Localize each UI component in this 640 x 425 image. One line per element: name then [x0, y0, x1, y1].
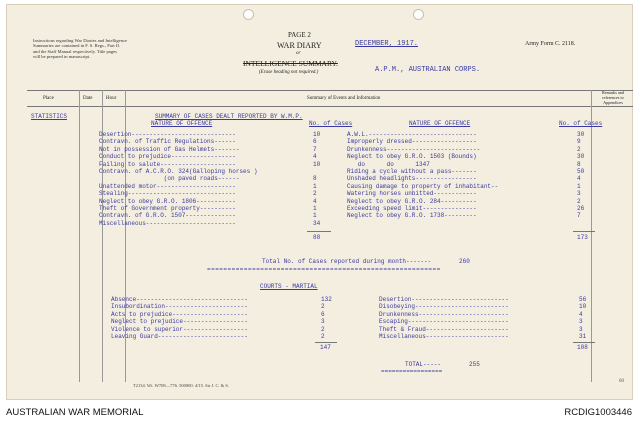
offence-count: 7	[577, 212, 581, 220]
offence-count: 1	[313, 182, 317, 190]
right-no-header: No. of Cases	[559, 120, 603, 127]
cm-right-total-rule	[573, 342, 595, 343]
right-total: 173	[577, 234, 588, 241]
instruction-line: Summaries are contained in F. S. Regs., Part II.	[33, 43, 121, 49]
offence-label: Neglect to obey G.R.O. 1738---------	[347, 212, 477, 220]
offence-row	[347, 183, 597, 190]
offence-label: Absence-------------------------------	[111, 296, 248, 303]
courts-heading: COURTS - MARTIAL	[260, 283, 318, 290]
offence-label: Escaping----------------------------	[379, 318, 509, 326]
offence-row	[99, 153, 339, 160]
erase-note: (Erase heading not required.)	[259, 70, 319, 75]
offence-row	[99, 168, 339, 175]
left-total: 88	[313, 234, 321, 241]
col-remarks-line: Appendices	[603, 100, 623, 105]
col-place: Place	[43, 96, 54, 101]
offence-row	[379, 333, 597, 340]
offence-row	[99, 146, 339, 153]
offence-count: 6	[321, 310, 325, 318]
diary-title: WAR DIARY	[277, 41, 322, 50]
offence-row	[347, 212, 597, 219]
offence-label: Acts to prejudice---------------------	[111, 310, 248, 318]
offence-count: 4	[577, 175, 581, 183]
offence-label: Theft & Fraud-----------------------	[379, 325, 509, 333]
double-rule: =========================================================	[207, 266, 441, 273]
offence-label: Insubordination-----------------------	[111, 303, 248, 311]
offence-label: Stealing------------------------------	[99, 190, 236, 198]
table-header-rule	[27, 106, 633, 107]
offence-row	[347, 198, 597, 205]
offence-count: 2	[321, 325, 325, 333]
offence-count: 10	[313, 160, 321, 168]
grand-total-label: Total No. of Cases reported during month-------	[262, 258, 432, 265]
footer-right: RCDIG1003446	[564, 407, 632, 418]
offence-row	[379, 311, 597, 318]
offence-row	[99, 175, 339, 182]
instructions-block	[33, 38, 127, 60]
summary-heading: SUMMARY OF CASES DEALT REPORTED BY W.M.P.	[155, 113, 303, 120]
col-summary: Summary of Events and Information	[307, 96, 381, 101]
diary-month: DECEMBER, 1917.	[355, 40, 419, 48]
offence-row	[111, 326, 343, 333]
offence-label: Miscellaneous-----------------------	[379, 332, 509, 340]
offence-row	[347, 205, 597, 212]
offence-row	[99, 138, 339, 145]
offence-count: 34	[313, 219, 321, 227]
offence-label: Neglect to obey G.R.O. 284----------	[347, 197, 477, 205]
offence-label: Theft of Government property----------	[99, 204, 236, 212]
cm-left-total: 147	[320, 344, 331, 351]
offence-row	[347, 190, 597, 197]
col-remarks-line: Remarks and	[602, 90, 624, 95]
offence-row	[111, 311, 343, 318]
offence-count: 9	[577, 138, 581, 146]
offence-label: Riding a cycle without a pass-------	[347, 167, 477, 175]
offence-label: Desertion---------------------------	[379, 296, 509, 303]
cm-left-list	[111, 296, 343, 340]
instruction-line: will be prepared in manuscript.	[33, 54, 91, 60]
offence-count: 2	[321, 303, 325, 311]
left-total-rule	[307, 231, 331, 232]
offence-label: Neglect to prejudice------------------	[111, 318, 248, 326]
offence-label: Drunkenness--------------------------	[347, 145, 481, 153]
cm-total-label: TOTAL-----	[405, 361, 442, 368]
offence-count: 4	[579, 310, 583, 318]
page-number: PAGE 2	[288, 31, 311, 39]
offence-count: 3	[321, 318, 325, 326]
cm-right-total: 108	[577, 344, 588, 351]
offence-row	[347, 168, 597, 175]
right-header	[347, 120, 603, 127]
offence-row	[347, 161, 597, 168]
col-hour: Hour	[106, 96, 117, 101]
diary-sheet	[6, 4, 633, 400]
offence-row	[111, 303, 343, 310]
army-form: Army Form C. 2118.	[525, 41, 576, 47]
offence-label: Improperly dressed------------------	[347, 138, 477, 146]
offence-row	[99, 212, 339, 219]
offence-count: 30	[577, 131, 585, 138]
offence-row	[99, 131, 339, 138]
offence-count: 3	[579, 318, 583, 326]
offence-row	[379, 303, 597, 310]
offence-row	[99, 220, 339, 227]
offence-row	[347, 138, 597, 145]
offence-count: 1	[313, 204, 317, 212]
right-offence-list	[347, 131, 597, 220]
offence-count: 26	[577, 204, 585, 212]
offence-count: 2	[577, 145, 581, 153]
offence-label: Contravn. of G.R.O. 1507--------------	[99, 212, 236, 220]
offence-count: 3	[579, 325, 583, 333]
offence-row	[347, 175, 597, 182]
column-rule	[79, 90, 80, 382]
offence-label: A.W.L.------------------------------	[347, 131, 477, 138]
offence-row	[347, 153, 597, 160]
offence-label: (on paved roads------	[99, 175, 240, 183]
offence-label: Contravn. of A.C.R.O. 324(Galloping horses )	[99, 167, 258, 175]
offence-label: Unshaded headlights-----------------	[347, 175, 477, 183]
offence-row	[99, 205, 339, 212]
offence-count: 2	[577, 197, 581, 205]
offence-count: 2	[313, 190, 317, 198]
offence-row	[99, 198, 339, 205]
place-value: STATISTICS	[31, 113, 68, 120]
offence-label: Neglect to obey G.R.O. 1503 (Bounds)	[347, 153, 477, 161]
punch-hole	[243, 9, 254, 20]
offence-row	[347, 131, 597, 138]
offence-count: 10	[579, 303, 587, 311]
offence-count: 4	[313, 153, 317, 161]
offence-label: Drunkenness-------------------------	[379, 310, 509, 318]
offence-row	[99, 183, 339, 190]
right-nature-header: NATURE OF OFFENCE	[409, 120, 471, 127]
offence-count: 7	[313, 145, 317, 153]
print-note: T2134. Wt. W708—776. 500000. 4/15. Sir J. C. & S.	[133, 383, 229, 388]
offence-count: 50	[577, 167, 585, 175]
offence-count: 56	[579, 296, 587, 303]
offence-label: Neglect to obey G.R.O. 1806-----------	[99, 197, 236, 205]
table-top-rule	[27, 90, 633, 91]
offence-label: Disobeying--------------------------	[379, 303, 509, 311]
offence-row	[379, 296, 597, 303]
left-nature-header: NATURE OF OFFENCE	[151, 120, 213, 127]
offence-label: Watering horses unbitted------------	[347, 190, 477, 198]
corner-mark: 60	[619, 379, 624, 384]
offence-count: 31	[579, 332, 587, 340]
unit-name: A.P.M., AUSTRALIAN CORPS.	[375, 66, 481, 74]
offence-row	[111, 333, 343, 340]
punch-hole	[413, 9, 424, 20]
instruction-line: and the Staff Manual respectively. Title pages	[33, 48, 117, 54]
left-offence-list	[99, 131, 339, 227]
offence-label: Unattended motor----------------------	[99, 182, 236, 190]
offence-count: 8	[313, 175, 317, 183]
grand-total: 260	[459, 258, 470, 265]
cm-right-list	[379, 296, 597, 340]
offence-row	[379, 326, 597, 333]
or-label: or	[296, 51, 301, 56]
offence-label: do do 1347	[347, 160, 430, 168]
offence-count: 8	[577, 160, 581, 168]
offence-count: 1	[313, 212, 317, 220]
summary-title: INTELLIGENCE SUMMARY.	[243, 59, 338, 68]
offence-label: Failing to salute---------------------	[99, 160, 236, 168]
right-total-rule	[573, 231, 595, 232]
cm-double-rule: =================	[381, 368, 443, 375]
offence-count: 30	[577, 153, 585, 161]
instruction-line: Instructions regarding War Diaries and Intelligence	[33, 38, 128, 43]
offence-count: 4	[313, 197, 317, 205]
offence-row	[111, 318, 343, 325]
footer-left: AUSTRALIAN WAR MEMORIAL	[6, 407, 144, 418]
offence-row	[379, 318, 597, 325]
offence-count: 2	[321, 332, 325, 340]
offence-label: Causing damage to property of inhabitant--	[347, 182, 499, 190]
offence-label: Miscellaneous-------------------------	[99, 219, 236, 227]
offence-label: Exceeding speed limit---------------	[347, 204, 477, 212]
offence-row	[347, 146, 597, 153]
col-date: Date	[83, 96, 93, 101]
col-remarks	[595, 90, 631, 105]
offence-label: Contravn. of Traffic Regulations------	[99, 138, 236, 146]
offence-row	[99, 161, 339, 168]
offence-label: Desertion-----------------------------	[99, 131, 236, 138]
left-no-header: No. of Cases	[309, 120, 353, 127]
offence-label: Violence to superior------------------	[111, 325, 248, 333]
offence-count: 1	[577, 182, 581, 190]
cm-total: 255	[469, 361, 480, 368]
offence-row	[99, 190, 339, 197]
offence-label: Not in possession of Gas Helmets-------	[99, 145, 240, 153]
left-header	[99, 120, 353, 127]
col-remarks-line: references to	[602, 95, 624, 100]
cm-left-total-rule	[315, 342, 337, 343]
offence-row	[111, 296, 343, 303]
offence-label: Conduct to prejudice------------------	[99, 153, 236, 161]
offence-count: 3	[577, 190, 581, 198]
offence-count: 132	[321, 296, 332, 303]
offence-count: 6	[313, 138, 317, 146]
offence-count: 10	[313, 131, 321, 138]
offence-label: Leaving Guard-------------------------	[111, 332, 248, 340]
